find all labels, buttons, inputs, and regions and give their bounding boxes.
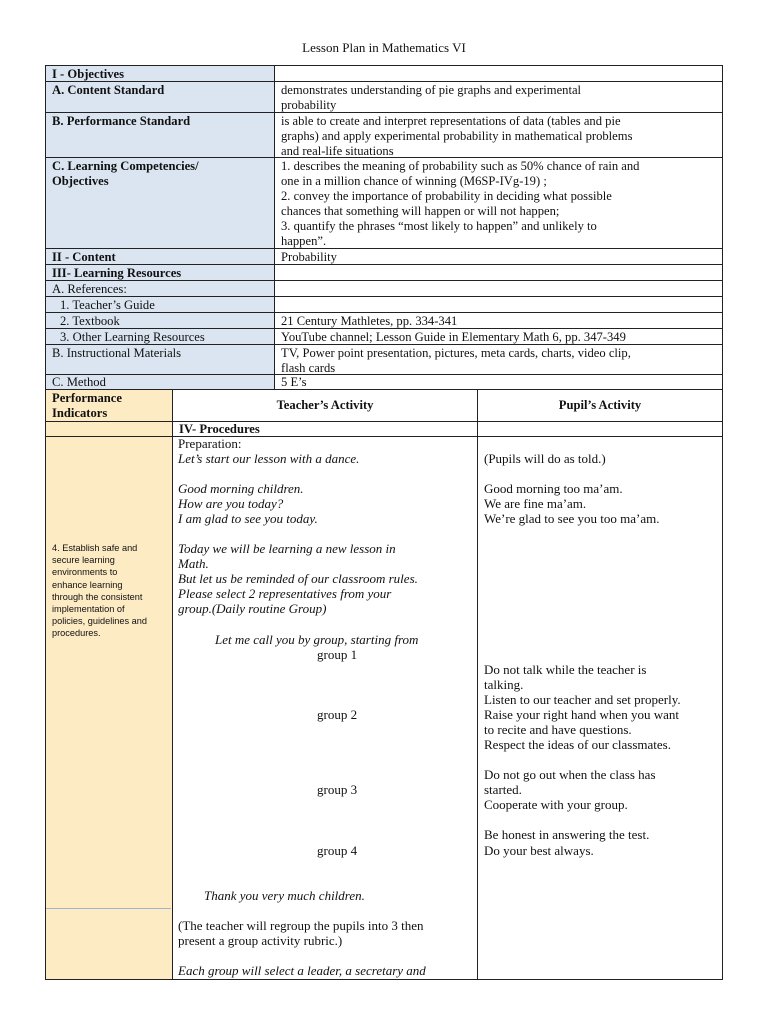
teacher-regroup: (The teacher will regroup the pupils into 3 then	[178, 918, 424, 933]
competencies-label-line: C. Learning Competencies/	[52, 159, 199, 173]
materials-line: TV, Power point presentation, pictures, meta cards, charts, video clip,	[281, 346, 631, 360]
competency-line: chances that something will happen or will not happen;	[281, 204, 560, 218]
textbook-label: 2. Textbook	[60, 314, 120, 328]
performance-standard-label: B. Performance Standard	[52, 114, 191, 128]
content-label-cell	[45, 248, 274, 264]
competencies-value-cell	[274, 157, 723, 248]
pupil-rule: to recite and have questions.	[484, 722, 632, 737]
indicators-header-cell	[45, 389, 172, 421]
teachers-guide-label: 1. Teacher’s Guide	[60, 298, 155, 312]
pupil-rule: Respect the ideas of our classmates.	[484, 737, 671, 752]
pupil-rule: Be honest in answering the test.	[484, 827, 650, 842]
procedures-label-cell	[172, 421, 477, 436]
competencies-label-cell	[45, 157, 274, 248]
indicator-line: implementation of	[52, 604, 125, 615]
teacher-greet: I am glad to see you today.	[178, 511, 318, 526]
performance-standard-line: graphs) and apply experimental probability in mathematical problems	[281, 129, 633, 143]
teachers-guide-value	[275, 297, 722, 299]
other-resources-label: 3. Other Learning Resources	[60, 330, 205, 344]
teacher-dance: Let’s start our lesson with a dance.	[178, 451, 360, 466]
pupil-told: (Pupils will do as told.)	[484, 451, 606, 466]
teacher-group-4: group 4	[317, 843, 358, 858]
teacher-greet: Good morning children.	[178, 481, 304, 496]
competency-line: happen”.	[281, 234, 327, 248]
materials-value-cell	[274, 344, 723, 374]
textbook-value: 21 Century Mathletes, pp. 334-341	[281, 314, 458, 328]
pupil-rule: talking.	[484, 677, 524, 692]
teacher-group-1: group 1	[317, 647, 358, 662]
teacher-select: group.(Daily routine Group)	[178, 601, 327, 616]
competency-line: 2. convey the importance of probability in deciding what possible	[281, 189, 612, 203]
resources-heading-cell	[45, 264, 274, 280]
performance-standard-value-cell	[274, 112, 723, 157]
objectives-heading-empty-cell	[274, 65, 723, 81]
objectives-heading: I - Objectives	[52, 67, 125, 81]
performance-indicator-text	[52, 542, 147, 640]
content-standard-value-cell	[274, 81, 723, 112]
materials-line: flash cards	[281, 361, 336, 375]
indicator-line: 4. Establish safe and	[52, 543, 138, 553]
indicator-line: procedures.	[52, 628, 101, 639]
content-standard-label-cell	[45, 81, 274, 112]
pupil-rule: Do not talk while the teacher is	[484, 662, 647, 677]
performance-standard-label-cell	[45, 112, 274, 157]
materials-label: B. Instructional Materials	[52, 346, 182, 360]
resources-heading-empty-cell	[274, 264, 723, 280]
pupil-rule: Cooperate with your group.	[484, 797, 628, 812]
pupil-reply: We’re glad to see you too ma’am.	[484, 511, 660, 526]
document-title: Lesson Plan in Mathematics VI	[302, 40, 466, 55]
references-empty-cell	[274, 280, 723, 296]
indicator-divider	[46, 908, 171, 909]
pupil-reply: We are fine ma’am.	[484, 496, 587, 511]
performance-standard-line: and real-life situations	[281, 144, 394, 158]
teachers-guide-value-cell	[274, 296, 723, 312]
competencies-label-line: Objectives	[52, 174, 109, 188]
materials-label-cell	[45, 344, 274, 374]
competency-line: 1. describes the meaning of probability such as 50% chance of rain and	[281, 159, 640, 173]
pupil-rule: Raise your right hand when you want	[484, 707, 679, 722]
pupil-rule: Do not go out when the class has	[484, 767, 656, 782]
resources-heading: III- Learning Resources	[52, 266, 182, 280]
method-value: 5 E’s	[281, 375, 307, 389]
pupil-rule: Do your best always.	[484, 843, 594, 858]
content-value: Probability	[281, 250, 337, 264]
other-resources-value-cell	[274, 328, 723, 344]
references-label: A. References:	[52, 282, 127, 296]
pupil-header-cell	[477, 389, 723, 421]
textbook-label-cell	[45, 312, 274, 328]
indicator-body-cell	[45, 436, 172, 980]
content-standard-line: probability	[281, 98, 337, 112]
teacher-header-cell	[172, 389, 477, 421]
teacher-call: Let me call you by group, starting from	[215, 632, 419, 647]
teacher-group-3: group 3	[317, 782, 358, 797]
other-resources-value: YouTube channel; Lesson Guide in Elementary Math 6, pp. 347-349	[281, 330, 626, 344]
teacher-today: Math.	[178, 556, 209, 571]
teacher-group-2: group 2	[317, 707, 358, 722]
performance-standard-line: is able to create and interpret representations of data (tables and pie	[281, 114, 621, 128]
objectives-heading-cell	[45, 65, 274, 81]
content-standard-label: A. Content Standard	[52, 83, 165, 97]
procedures-indicator-cell	[45, 421, 172, 436]
pupil-rule: Listen to our teacher and set properly.	[484, 692, 681, 707]
pupil-activity-header: Pupil’s Activity	[558, 398, 642, 412]
procedures-empty-cell	[477, 421, 723, 436]
pupil-rule: started.	[484, 782, 522, 797]
indicator-line: through the consistent	[52, 591, 143, 602]
references-label-cell	[45, 280, 274, 296]
other-resources-label-cell	[45, 328, 274, 344]
textbook-value-cell	[274, 312, 723, 328]
content-label: II - Content	[52, 250, 116, 264]
procedures-label: IV- Procedures	[179, 422, 260, 436]
indicator-line: secure learning	[52, 555, 115, 566]
competency-line: 3. quantify the phrases “most likely to happen” and unlikely to	[281, 219, 597, 233]
content-value-cell	[274, 248, 723, 264]
indicators-header-line: Indicators	[52, 406, 108, 420]
method-label-cell	[45, 374, 274, 389]
teacher-thanks: Thank you very much children.	[204, 888, 365, 903]
teacher-leader: Each group will select a leader, a secretary and	[178, 963, 426, 978]
teacher-select: Please select 2 representatives from your	[178, 586, 392, 601]
pupil-reply: Good morning too ma’am.	[484, 481, 623, 496]
method-label: C. Method	[52, 375, 106, 389]
content-standard-line: demonstrates understanding of pie graphs and experimental	[281, 83, 582, 97]
indicator-line: policies, guidelines and	[52, 616, 148, 627]
teacher-today: Today we will be learning a new lesson in	[178, 541, 396, 556]
teachers-guide-label-cell	[45, 296, 274, 312]
method-value-cell	[274, 374, 723, 389]
teacher-activity-header: Teacher’s Activity	[276, 398, 374, 412]
indicator-line: enhance learning	[52, 579, 123, 590]
teacher-rules: But let us be reminded of our classroom rules.	[178, 571, 418, 586]
indicator-line: environments to	[52, 567, 118, 578]
indicators-header-line: Performance	[52, 391, 122, 405]
teacher-preparation: Preparation:	[178, 436, 242, 451]
competency-line: one in a million chance of winning (M6SP-IVg-19) ;	[281, 174, 547, 188]
teacher-greet: How are you today?	[178, 496, 284, 511]
teacher-regroup: present a group activity rubric.)	[178, 933, 343, 948]
